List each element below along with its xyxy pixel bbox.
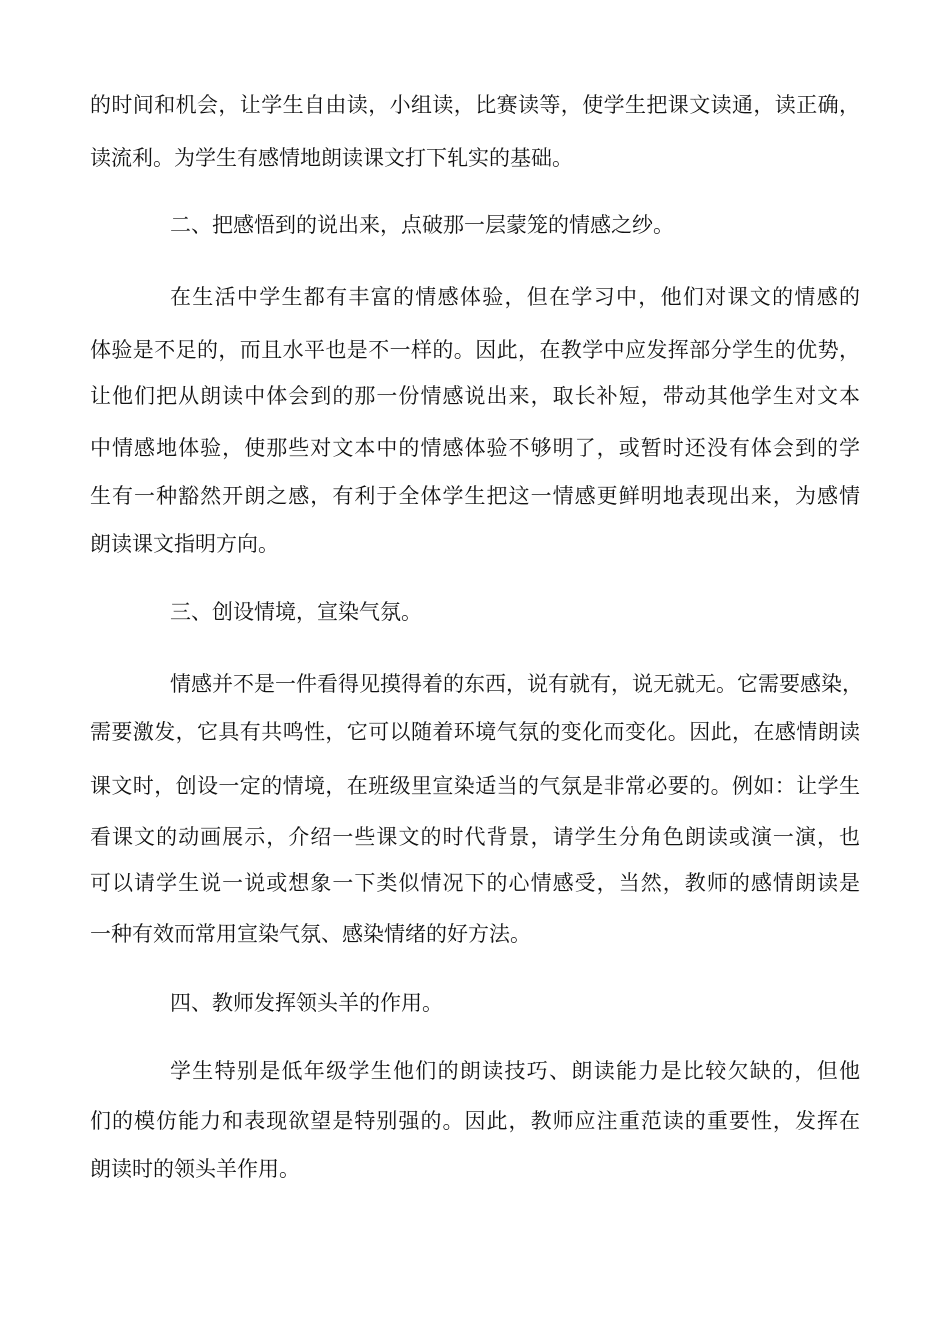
section-heading: 二、把感悟到的说出来，点破那一层蒙笼的情感之纱。 <box>170 213 674 237</box>
paragraph-line: 课文时，创设一定的情境，在班级里宣染适当的气氛是非常必要的。例如：让学生 <box>90 774 860 798</box>
paragraph-line: 让他们把从朗读中体会到的那一份情感说出来，取长补短，带动其他学生对文本 <box>90 384 860 408</box>
paragraph-line: 朗读课文指明方向。 <box>90 532 279 556</box>
paragraph-line: 可以请学生说一说或想象一下类似情况下的心情感受，当然，教师的感情朗读是 <box>90 871 860 895</box>
paragraph-line: 读流利。为学生有感情地朗读课文打下轧实的基础。 <box>90 146 573 170</box>
paragraph-line: 们的模仿能力和表现欲望是特别强的。因此，教师应注重范读的重要性，发挥在 <box>90 1109 860 1133</box>
paragraph-line: 情感并不是一件看得见摸得着的东西，说有就有，说无就无。它需要感染， <box>170 672 863 696</box>
paragraph-line: 在生活中学生都有丰富的情感体验，但在学习中，他们对课文的情感的 <box>170 285 860 309</box>
section-heading: 四、教师发挥领头羊的作用。 <box>170 991 443 1015</box>
section-heading: 三、创设情境，宣染气氛。 <box>170 600 422 624</box>
paragraph-line: 体验是不足的，而且水平也是不一样的。因此，在教学中应发挥部分学生的优势， <box>90 338 860 362</box>
paragraph-line: 朗读时的领头羊作用。 <box>90 1157 300 1181</box>
paragraph-line: 生有一种豁然开朗之感，有利于全体学生把这一情感更鲜明地表现出来，为感情 <box>90 484 860 508</box>
paragraph-line: 一种有效而常用宣染气氛、感染情绪的好方法。 <box>90 922 531 946</box>
paragraph-line: 中情感地体验，使那些对文本中的情感体验不够明了，或暂时还没有体会到的学 <box>90 436 860 460</box>
paragraph-line: 看课文的动画展示，介绍一些课文的时代背景，请学生分角色朗读或演一演，也 <box>90 825 860 849</box>
paragraph-line: 学生特别是低年级学生他们的朗读技巧、朗读能力是比较欠缺的，但他 <box>170 1059 860 1083</box>
paragraph-line: 的时间和机会，让学生自由读，小组读，比赛读等，使学生把课文读通，读正确， <box>90 93 860 117</box>
paragraph-line: 需要激发，它具有共鸣性，它可以随着环境气氛的变化而变化。因此，在感情朗读 <box>90 720 860 744</box>
